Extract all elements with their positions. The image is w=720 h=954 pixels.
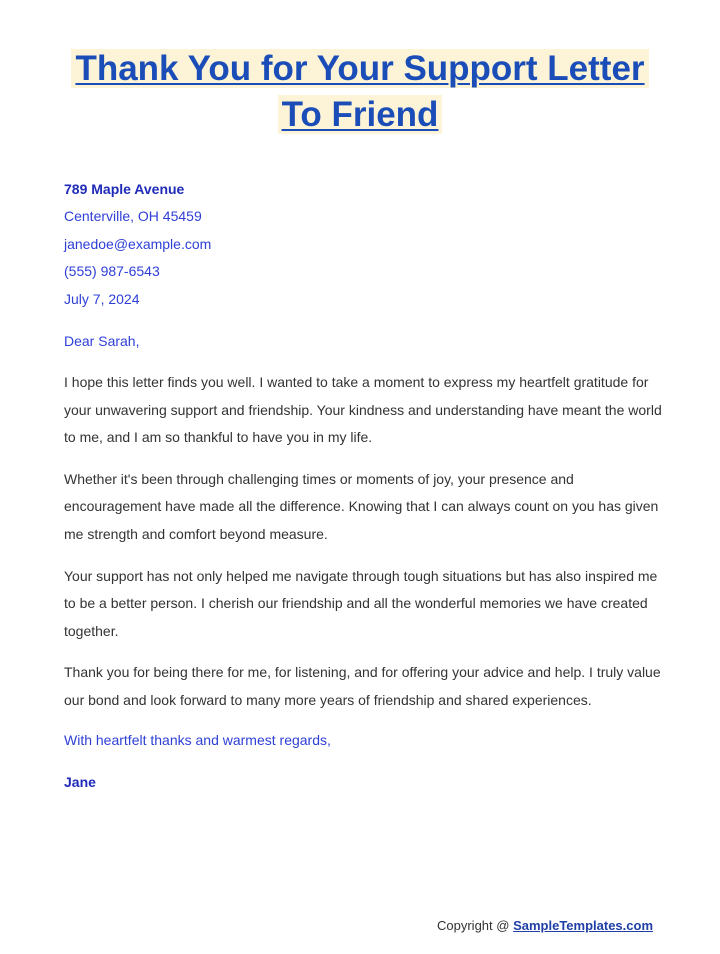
paragraph-2: Whether it's been through challenging times or moments of joy, your presence and encouragement have made all the difference. Knowing that I can always count on you has given me strength and comfort beyond measure.	[64, 470, 659, 542]
page-title: Thank You for Your Support Letter To Friend	[71, 49, 648, 134]
copyright-text: Copyright @	[437, 918, 510, 933]
sender-email: janedoe@example.com	[64, 235, 212, 252]
closing: With heartfelt thanks and warmest regards,	[64, 731, 331, 748]
footer	[437, 918, 653, 933]
sender-street: 789 Maple Avenue	[64, 181, 185, 197]
brand-link[interactable]: SampleTemplates.com	[513, 918, 653, 933]
title-block	[60, 46, 660, 138]
paragraph-3: Your support has not only helped me navigate through tough situations but has also inspired me to be a better person. I cherish our friendship and all the wonderful memories we have created together.	[64, 567, 658, 639]
letter-date: July 7, 2024	[64, 290, 140, 307]
sender-phone: (555) 987-6543	[64, 263, 160, 280]
signature: Jane	[64, 773, 96, 790]
sender-city: Centerville, OH 45459	[64, 208, 202, 225]
salutation: Dear Sarah,	[64, 333, 140, 350]
paragraph-1: I hope this letter finds you well. I wanted to take a moment to express my heartfelt gratitude for your unwavering support and friendship. Your kindness and understanding have meant the world to me, and I am so thankful to have you in my life.	[64, 374, 662, 446]
letter-body	[64, 176, 664, 796]
paragraph-4: Thank you for being there for me, for listening, and for offering your advice and help. I truly value our bond and look forward to many more years of friendship and shared experiences.	[64, 664, 661, 708]
